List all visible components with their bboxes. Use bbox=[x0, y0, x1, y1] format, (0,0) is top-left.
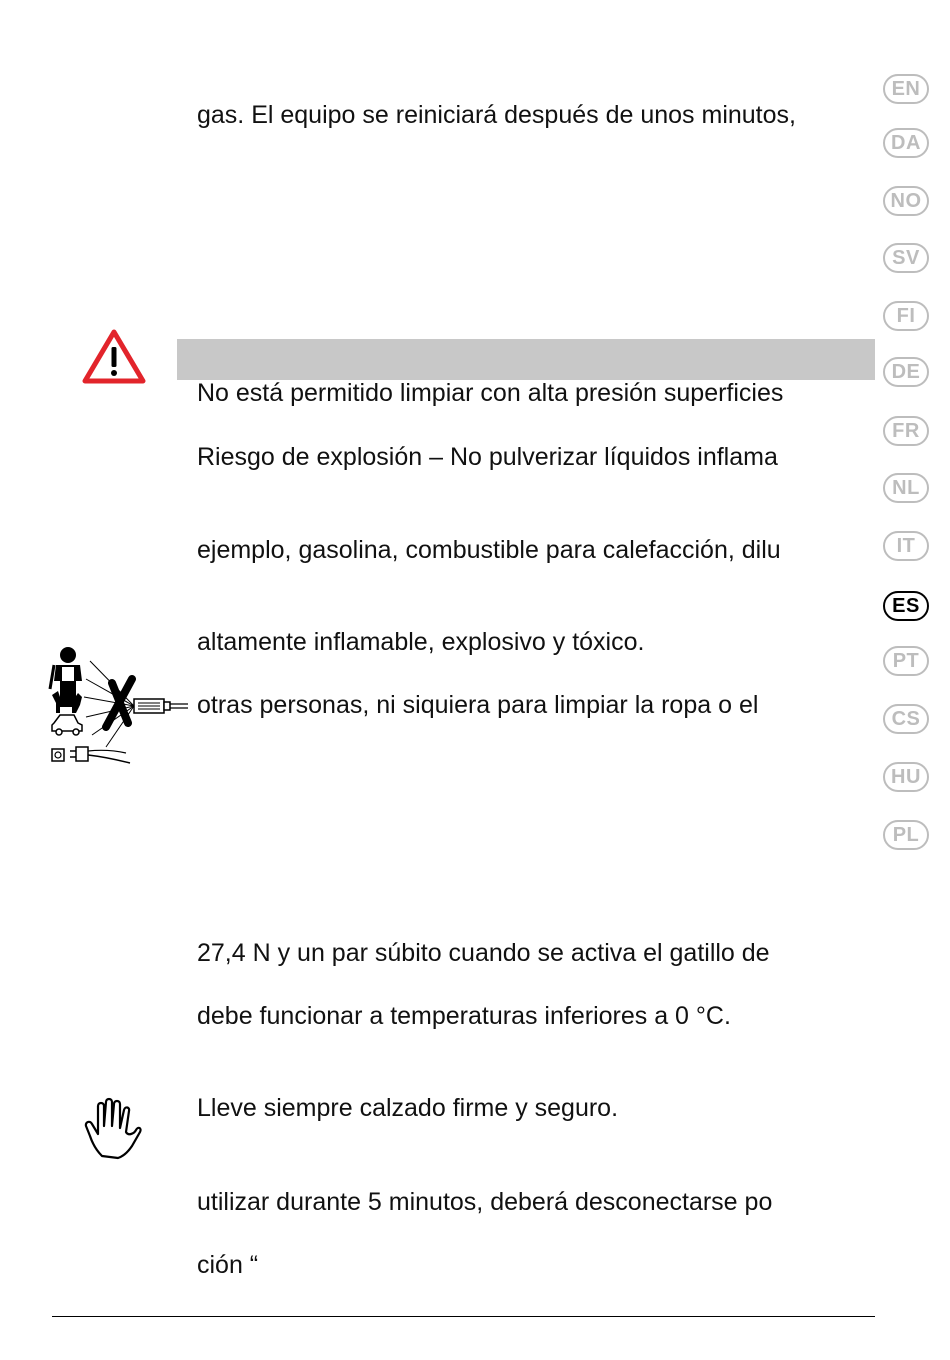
no-spray-at-people-animals-icon bbox=[46, 645, 190, 767]
hand-stop-icon bbox=[84, 1096, 144, 1160]
text-line-10: utilizar durante 5 minutos, deberá desconectarse po bbox=[197, 1188, 773, 1216]
lang-tab-fr[interactable]: FR bbox=[883, 416, 929, 446]
lang-tab-pl[interactable]: PL bbox=[883, 820, 929, 850]
text-line-6: otras personas, ni siquiera para limpiar la ropa o el bbox=[197, 691, 759, 719]
text-line-2: No está permitido limpiar con alta presión superficies bbox=[197, 379, 784, 407]
lang-tab-nl[interactable]: NL bbox=[883, 473, 929, 503]
text-line-11: ción “ bbox=[197, 1251, 259, 1279]
text-line-4: ejemplo, gasolina, combustible para calefacción, dilu bbox=[197, 536, 781, 564]
lang-tab-cs[interactable]: CS bbox=[883, 704, 929, 734]
text-line-5: altamente inflamable, explosivo y tóxico. bbox=[197, 628, 645, 656]
lang-tab-fi[interactable]: FI bbox=[883, 301, 929, 331]
lang-tab-da[interactable]: DA bbox=[883, 128, 929, 158]
lang-tab-es[interactable]: ES bbox=[883, 591, 929, 621]
warning-triangle-icon bbox=[82, 328, 146, 384]
lang-tab-no[interactable]: NO bbox=[883, 186, 929, 216]
lang-tab-de[interactable]: DE bbox=[883, 357, 929, 387]
lang-tab-sv[interactable]: SV bbox=[883, 243, 929, 273]
footer-divider bbox=[52, 1316, 875, 1317]
section-header-bar bbox=[177, 339, 875, 380]
text-line-3: Riesgo de explosión – No pulverizar líquidos inflama bbox=[197, 443, 778, 471]
lang-tab-pt[interactable]: PT bbox=[883, 646, 929, 676]
text-line-7: 27,4 N y un par súbito cuando se activa el gatillo de bbox=[197, 939, 770, 967]
text-line-1: gas. El equipo se reiniciará después de unos minutos, bbox=[197, 101, 796, 129]
text-line-8: debe funcionar a temperaturas inferiores a 0 °C. bbox=[197, 1002, 731, 1030]
lang-tab-en[interactable]: EN bbox=[883, 74, 929, 104]
text-line-9: Lleve siempre calzado firme y seguro. bbox=[197, 1094, 619, 1122]
lang-tab-it[interactable]: IT bbox=[883, 531, 929, 561]
lang-tab-hu[interactable]: HU bbox=[883, 762, 929, 792]
